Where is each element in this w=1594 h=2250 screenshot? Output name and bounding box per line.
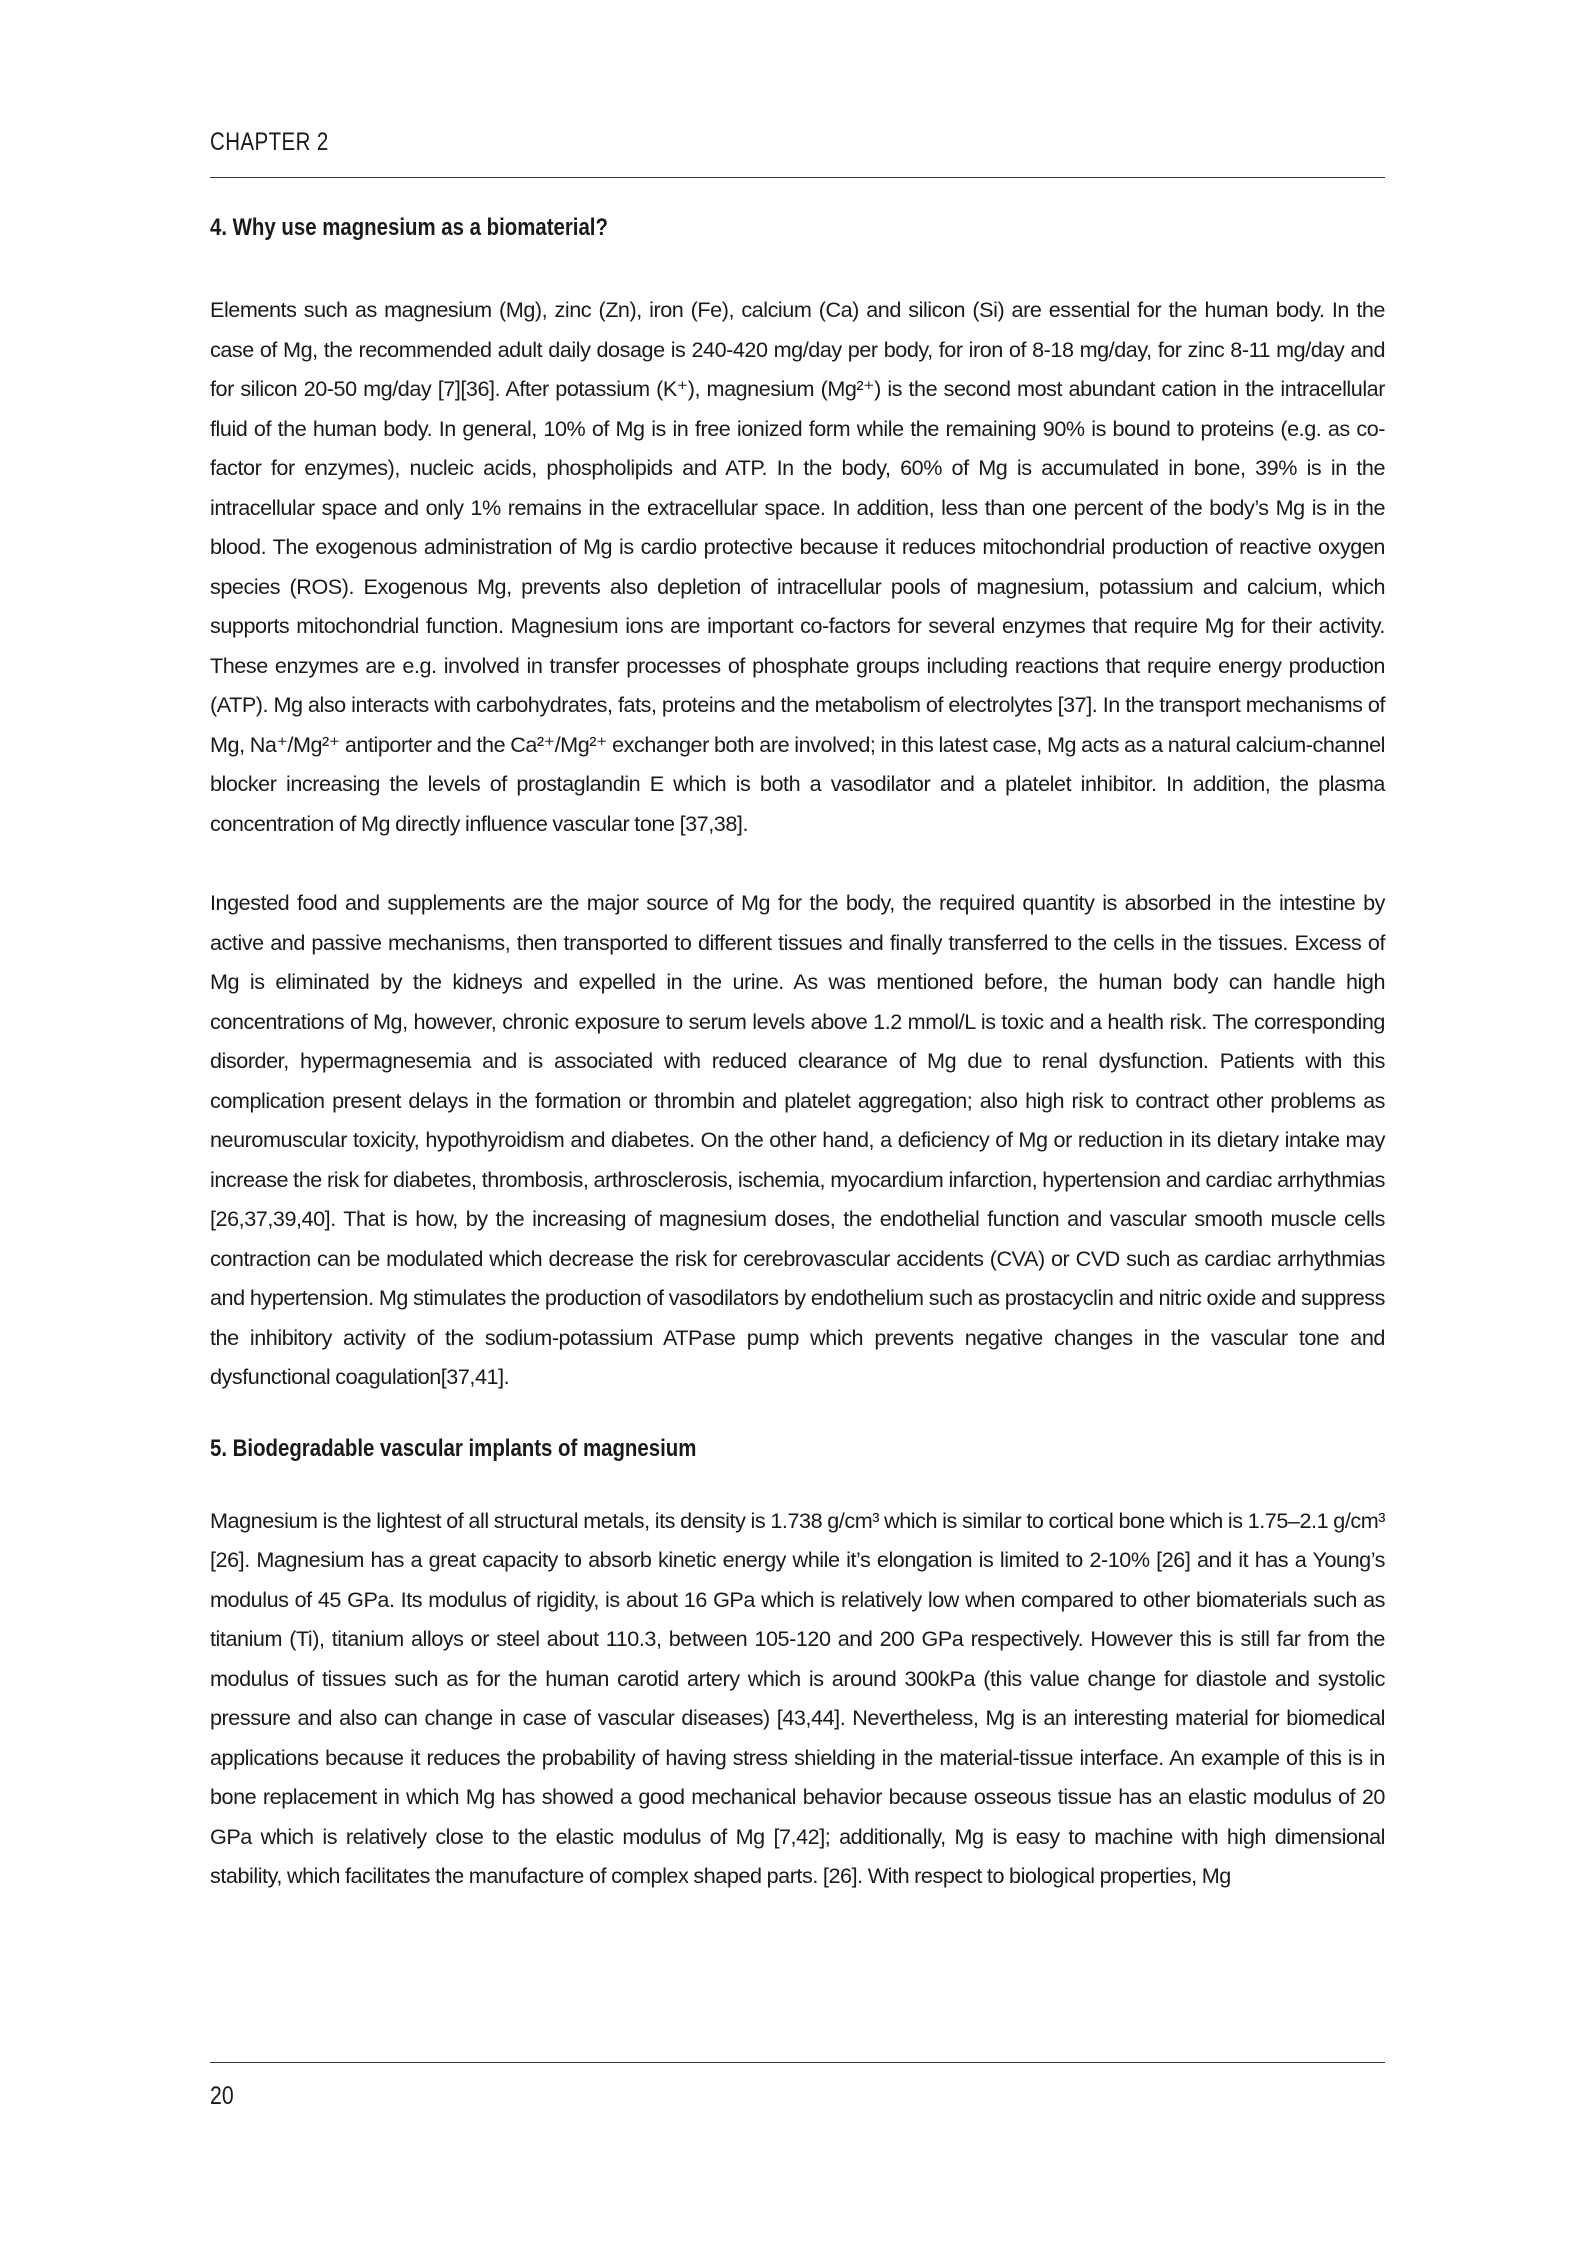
footer-rule <box>210 2062 1385 2063</box>
running-header: CHAPTER 2 <box>210 128 329 156</box>
section-5-heading: 5. Biodegradable vascular implants of magnesium <box>210 1434 697 1462</box>
section-4-paragraph-2: Ingested food and supplements are the major source of Mg for the body, the required quantity is absorbed in the intestine by active and passive mechanisms, then transported to different tissues and finally transferred to the cells in the tissues. Excess of Mg is eliminated by the kidneys and expelled in the urine. As was mentioned before, the human body can handle high concentrations of Mg, however, chronic exposure to serum levels above 1.2 mmol/L is toxic and a health risk. The corresponding disorder, hypermagnesemia and is associated with reduced clearance of Mg due to renal dysfunction. Patients with this complication present delays in the formation or thrombin and platelet aggregation; also high risk to contract other problems as neuromuscular toxicity, hypothyroidism and diabetes. On the other hand, a deficiency of Mg or reduction in its dietary intake may increase the risk for diabetes, thrombosis, arthrosclerosis, ischemia, myocardium infarction, hypertension and cardiac arrhythmias [26,37,39,40]. That is how, by the increasing of magnesium doses, the endothelial function and vascular smooth muscle cells contraction can be modulated which decrease the risk for cerebrovascular accidents (CVA) or CVD such as cardiac arrhythmias and hypertension. Mg stimulates the production of vasodilators by endothelium such as prostacyclin and nitric oxide and suppress the inhibitory activity of the sodium-potassium ATPase pump which prevents negative changes in the vascular tone and dysfunctional coagulation[37,41]. <box>210 890 1385 1389</box>
page-number: 20 <box>210 2082 234 2110</box>
header-rule <box>210 177 1385 178</box>
page-body <box>210 208 1385 1896</box>
section-4-heading: 4. Why use magnesium as a biomaterial? <box>210 214 608 241</box>
section-4-paragraph-1: Elements such as magnesium (Mg), zinc (Zn), iron (Fe), calcium (Ca) and silicon (Si) are essential for the human body. In the case of Mg, the recommended adult daily dosage is 240-420 mg/day per body, for iron of 8-18 mg/day, for zinc 8-11 mg/day and for silicon 20-50 mg/day [7][36]. After potassium (K⁺), magnesium (Mg²⁺) is the second most abundant cation in the intracellular fluid of the human body. In general, 10% of Mg is in free ionized form while the remaining 90% is bound to proteins (e.g. as co-factor for enzymes), nucleic acids, phospholipids and ATP. In the body, 60% of Mg is accumulated in bone, 39% is in the intracellular space and only 1% remains in the extracellular space. In addition, less than one percent of the body’s Mg is in the blood. The exogenous administration of Mg is cardio protective because it reduces mitochondrial production of reactive oxygen species (ROS). Exogenous Mg, prevents also depletion of intracellular pools of magnesium, potassium and calcium, which supports mitochondrial function. Magnesium ions are important co-factors for several enzymes that require Mg for their activity. These enzymes are e.g. involved in transfer processes of phosphate groups including reactions that require energy production (ATP). Mg also interacts with carbohydrates, fats, proteins and the metabolism of electrolytes [37]. In the transport mechanisms of Mg, Na⁺/Mg²⁺ antiporter and the Ca²⁺/Mg²⁺ exchanger both are involved; in this latest case, Mg acts as a natural calcium-channel blocker increasing the levels of prostaglandin E which is both a vasodilator and a platelet inhibitor. In addition, the plasma concentration of Mg directly influence vascular tone [37,38]. <box>210 297 1385 836</box>
section-5-paragraph-1: Magnesium is the lightest of all structural metals, its density is 1.738 g/cm³ which is similar to cortical bone which is 1.75–2.1 g/cm³ [26]. Magnesium has a great capacity to absorb kinetic energy while it’s elongation is limited to 2-10% [26] and it has a Young’s modulus of 45 GPa. Its modulus of rigidity, is about 16 GPa which is relatively low when compared to other biomaterials such as titanium (Ti), titanium alloys or steel about 110.3, between 105-120 and 200 GPa respectively. However this is still far from the modulus of tissues such as for the human carotid artery which is around 300kPa (this value change for diastole and systolic pressure and also can change in case of vascular diseases) [43,44]. Nevertheless, Mg is an interesting material for biomedical applications because it reduces the probability of having stress shielding in the material-tissue interface. An example of this is in bone replacement in which Mg has showed a good mechanical behavior because osseous tissue has an elastic modulus of 20 GPa which is relatively close to the elastic modulus of Mg [7,42]; additionally, Mg is easy to machine with high dimensional stability, which facilitates the manufacture of complex shaped parts. [26]. With respect to biological properties, Mg <box>210 1507 1385 1888</box>
